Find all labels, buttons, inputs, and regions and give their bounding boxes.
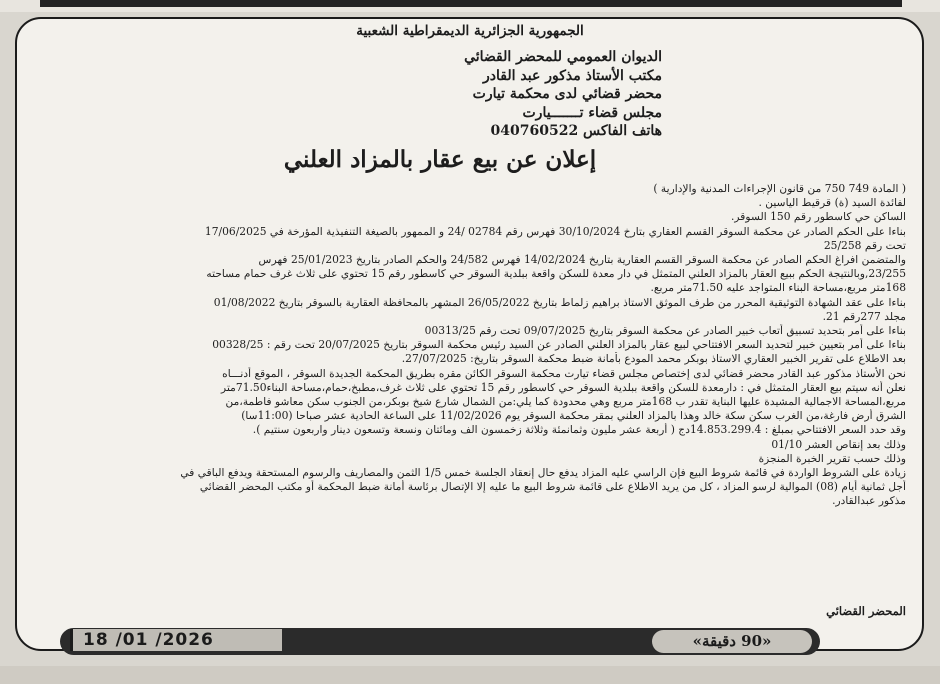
body-line: نعلن أنه سيتم بيع العقار المتمثل في : دارمعدة للسكن واقعة ببلدية السوقر حي كاسطور رقم 15 تحتوي على ثلاث غرف،مطبخ،حمام،مساحة البناء71.50متر <box>221 380 906 394</box>
office-line-4: مجلس قضاء تـــــــيارت <box>522 104 662 121</box>
top-strip <box>0 0 940 12</box>
body-line: الشرق أرض فارغة،من الغرب سكن سكة خالد وهذا بالمزاد العلني بمقر محكمة السوقر يوم 11/02/2026 على الساعة الحادية عشر صباحا (11:00سا) <box>241 409 906 423</box>
body-line: 23/255,وبالنتيجة الحكم ببيع العقار بالمزاد العلني المتمثل في دار معدة للسكن واقعة ببلدية السوقر حي كاسطور رقم 15 تحتوي على ثلاث غرف حمام مساحته <box>206 267 906 281</box>
body-line: بعد الاطلاع على تقرير الخبير العقاري الاستاذ بوبكر محمد المودع بأمانة ضبط محكمة السوقر بتاريخ: 27/07/2025. <box>401 352 906 366</box>
body-line: والمتضمن افراغ الحكم الصادر عن محكمة السوقر القسم العقارية بتاريخ 14/02/2024 فهرس 24/582 والحكم الصادر بتاريخ 25/01/2023 فهرس <box>258 253 906 267</box>
body-line: ( المادة 749 750 من قانون الإجراءات المدنية والإدارية ) <box>653 182 906 195</box>
body-line: تحت رقم 25/258 <box>823 238 906 252</box>
body-line: 168متر مربع،مساحة البناء المتواجد عليه 71.50متر مربع. <box>650 281 906 295</box>
body-line: بناءا على الحكم الصادر عن محكمة السوقر القسم العقاري بتارخ 30/10/2024 فهرس رقم 02784 /24 و الممهور بالصيغة التنفيذية المؤرخة في 17/06/2025 <box>204 224 906 238</box>
body-line: زيادة على الشروط الواردة في قائمة شروط البيع فإن الراسي عليه المزاد يدفع حال إنعقاد الجلسة خمس 1/5 الثمن والمصاريف والرسوم المستحقة ويدفع الباقي في <box>180 466 906 480</box>
office-line-3: محضر قضائي لدى محكمة تيارت <box>472 86 662 103</box>
body-line: مربع،المساحة الاجمالية المشيدة عليها البناية تقدر ب 168متر مربع وهي محدودة كما يلي:من الشمال شارع شيخ بوبكر،من الجنوب سكن معاشو فاطمة،من <box>225 395 906 409</box>
top-border-bar <box>40 0 902 7</box>
office-line-2: مكتب الأستاذ مذكور عبد القادر <box>483 67 662 84</box>
publication-name: «90 دقيقة» <box>652 630 812 653</box>
bottom-strip <box>0 666 940 684</box>
bailiff-office-block <box>332 48 662 141</box>
body-line: مجلد 277رقم 21. <box>822 309 906 323</box>
body-line: وذلك بعد إنقاص العشر 01/10 <box>771 437 906 451</box>
body-line: نحن الأستاذ مذكور عبد القادر محضر قضائي لدى إختصاص مجلس قضاء تيارت محكمة السوقر الكائن مقره بطريق المحكمة الجديدة السوقر ، الموقع أدنـــاه <box>222 366 906 380</box>
body-line: بناءا على أمر بتحديد تسبيق أتعاب خبير الصادر عن محكمة السوقر بتاريخ 09/07/2025 تحت رقم 00313/25 <box>424 324 906 338</box>
body-line: وقد حدد السعر الافتتاحي بمبلغ : 14.853.299.4دج ( أربعة عشر مليون وثمانمئة وثلاثة زخمسون الف ومائتان ونسعة وتسعون دينار واربعون سنتيم ). <box>252 423 906 437</box>
notice-headline: إعلان عن بيع عقار بالمزاد العلني <box>283 146 597 173</box>
body-line: وذلك حسب تقرير الخبرة المنجزة <box>758 451 906 465</box>
office-fax-line: هاتف الفاكس 040760522 <box>490 123 662 140</box>
republic-header: الجمهورية الجزائرية الديمقراطية الشعبية <box>356 23 584 39</box>
body-line: لفائدة السيد (ة) قرقيط الياسين . <box>758 196 906 210</box>
publication-date: 18 /01 /2026 <box>70 629 282 651</box>
body-line: أجل ثمانية أيام (08) الموالية لرسو المزاد ، كل من يريد الاطلاع على قائمة شروط البيع ما عليه إلا الإتصال برئاسة أمانة ضبط المحكمة أو مكتب المحضر القضائي <box>199 480 906 494</box>
signature-label: المحضر القضائي <box>826 604 906 618</box>
body-line: بناءا على عقد الشهادة التوثيقية المحرر من طرف الموثق الاستاذ براهيم زلماط بتاريخ 26/05/2022 المشهر بالمحافظة العقارية بالسوقر بتاريخ 01/08/2022 <box>213 295 906 309</box>
office-line-1: الديوان العمومي للمحضر القضائي <box>464 49 662 65</box>
notice-body <box>34 182 906 509</box>
body-line: مذكور عبدالقادر. <box>832 494 906 508</box>
body-line: الساكن حي كاسطور رقم 150 السوقر. <box>731 210 906 224</box>
body-line: بناءا على أمر بتعيين خبير لتحديد السعر الافتتاحي لبيع عقار بالمزاد العلني الصادر عن السيد رئيس محكمة السوقر بتاريخ 20/07/2025 تحت رقم : 00328/25 <box>212 338 906 352</box>
